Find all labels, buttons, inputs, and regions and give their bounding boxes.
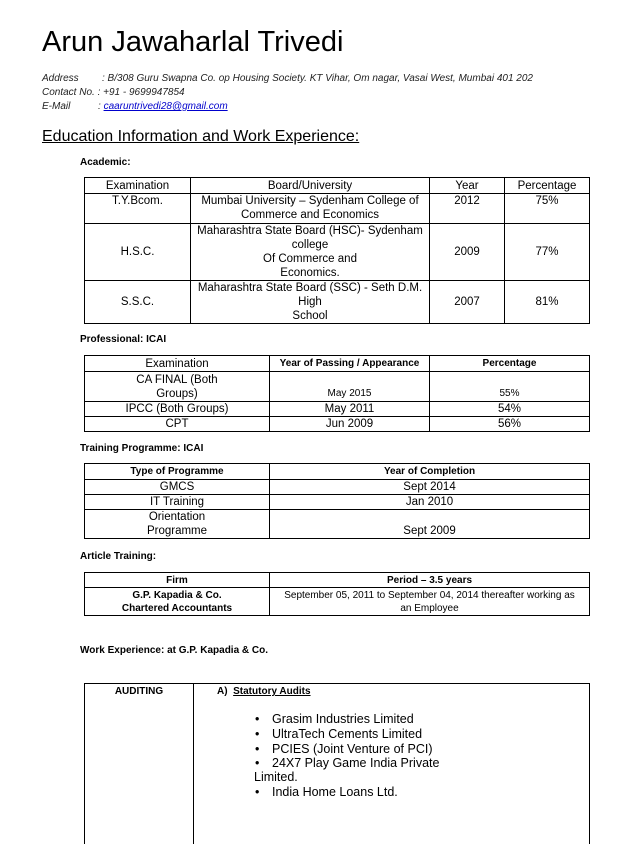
exam-cell [85,372,270,402]
table-header-row [85,464,590,480]
table-row [85,417,590,432]
exam-cell: S.S.C. [85,281,191,324]
year-cell: 2007 [430,281,505,324]
year-cell: May 2015 [270,372,430,402]
client-name: Grasim Industries Limited [272,712,414,726]
board-cell [191,281,430,324]
training-table [84,463,590,539]
client-name: PCIES (Joint Venture of PCI) [272,742,433,756]
header-cell: Board/University [191,178,430,194]
exam-cell: IPCC (Both Groups) [85,402,270,417]
academic-table [84,177,590,324]
period-cell [270,588,590,616]
list-item [255,742,433,757]
address-line [42,72,533,85]
programme-cell: GMCS [85,480,270,495]
list-item [255,712,414,727]
programme-line: Programme [146,525,208,537]
article-title: Article Training: [80,551,157,562]
section-title: Education Information and Work Experience: [42,128,360,145]
table-row [85,402,590,417]
email-label: E-Mail [42,101,71,112]
table-row [85,495,590,510]
professional-title: Professional: ICAI [80,334,167,345]
programme-cell: IT Training [85,495,270,510]
client-name: UltraTech Cements Limited [272,727,423,741]
statutory-audits-heading [217,686,311,697]
address-value: : B/308 Guru Swapna Co. op Housing Society. KT Vihar, Om nagar, Vasai West, Mumbai 401 202 [102,73,533,84]
work-experience-title: Work Experience: at G.P. Kapadia & Co. [80,645,269,656]
year-cell: Jan 2010 [270,495,590,510]
header-cell: Firm [85,573,270,588]
header-cell: Period – 3.5 years [270,573,590,588]
column-divider [193,684,194,844]
firm-cell [85,588,270,616]
professional-table [84,355,590,432]
list-item [255,785,398,800]
table-row [85,480,590,495]
period-line: an Employee [400,602,459,614]
table-header-row [85,356,590,372]
exam-line: CA FINAL (Both [136,373,218,386]
exam-cell: CPT [85,417,270,432]
percentage-cell: 77% [505,224,590,281]
board-cell [191,224,430,281]
contact-value: +91 - 9699947854 [103,87,185,98]
email-line [42,100,228,113]
client-continuation: Limited. [254,770,298,784]
address-label: Address [42,73,79,84]
list-item [255,756,439,771]
header-cell: Percentage [505,178,590,194]
board-line: Economics. [280,267,340,279]
percentage-cell: 54% [430,402,590,417]
bullet-icon: • [255,756,260,770]
period-line: September 05, 2011 to September 04, 2014 thereafter working as [284,589,575,601]
contact-label: Contact No. : [42,87,101,98]
candidate-name: Arun Jawaharlal Trivedi [42,26,344,58]
statutory-prefix: A) [217,686,228,697]
board-line: Maharashtra State Board (SSC) - Seth D.M. [197,282,423,294]
header-cell: Year [430,178,505,194]
bullet-icon: • [255,712,260,726]
email-link[interactable]: caaruntrivedi28@gmail.com [103,101,228,112]
exam-line: Groups) [156,387,198,400]
firm-line: G.P. Kapadia & Co. [132,589,222,601]
client-name: India Home Loans Ltd. [272,785,398,799]
year-cell: May 2011 [270,402,430,417]
board-line: School [292,310,328,322]
table-header-row [85,573,590,588]
board-cell: Mumbai University – Sydenham College of Commerce and Economics [191,194,430,224]
board-line: Of Commerce and [263,253,357,265]
contact-line [42,86,185,99]
header-cell: Type of Programme [85,464,270,480]
header-cell: Examination [85,356,270,372]
board-line: Maharashtra State Board (HSC)- Sydenham [197,225,423,237]
board-line: college [291,239,329,251]
header-cell: Percentage [430,356,590,372]
percentage-cell: 56% [430,417,590,432]
bullet-icon: • [255,785,260,799]
year-cell: 2009 [430,224,505,281]
exam-cell: H.S.C. [85,224,191,281]
year-cell: 2012 [430,194,505,224]
table-row [85,510,590,539]
year-cell: Sept 2009 [270,510,590,539]
programme-cell [85,510,270,539]
year-cell: Sept 2014 [270,480,590,495]
table-header-row [85,178,590,194]
client-name: 24X7 Play Game India Private [272,756,440,770]
bullet-icon: • [255,742,260,756]
board-line: High [298,296,322,308]
table-row [85,588,590,616]
percentage-cell: 75% [505,194,590,224]
percentage-cell: 81% [505,281,590,324]
statutory-label: Statutory Audits [233,686,311,697]
header-cell: Year of Completion [270,464,590,480]
header-cell: Examination [85,178,191,194]
header-cell: Year of Passing / Appearance [270,356,430,372]
table-row [85,372,590,402]
training-title: Training Programme: ICAI [80,443,204,454]
auditing-label: AUDITING [114,686,164,697]
table-row [85,281,590,324]
table-row [85,194,590,224]
percentage-cell: 55% [430,372,590,402]
academic-title: Academic: [80,157,131,168]
firm-line: Chartered Accountants [121,602,233,614]
programme-line: Orientation [148,511,206,523]
email-separator: : [98,101,101,112]
article-table [84,572,590,616]
bullet-icon: • [255,727,260,741]
list-item [255,727,422,742]
year-cell: Jun 2009 [270,417,430,432]
exam-cell: T.Y.Bcom. [85,194,191,224]
table-row [85,224,590,281]
